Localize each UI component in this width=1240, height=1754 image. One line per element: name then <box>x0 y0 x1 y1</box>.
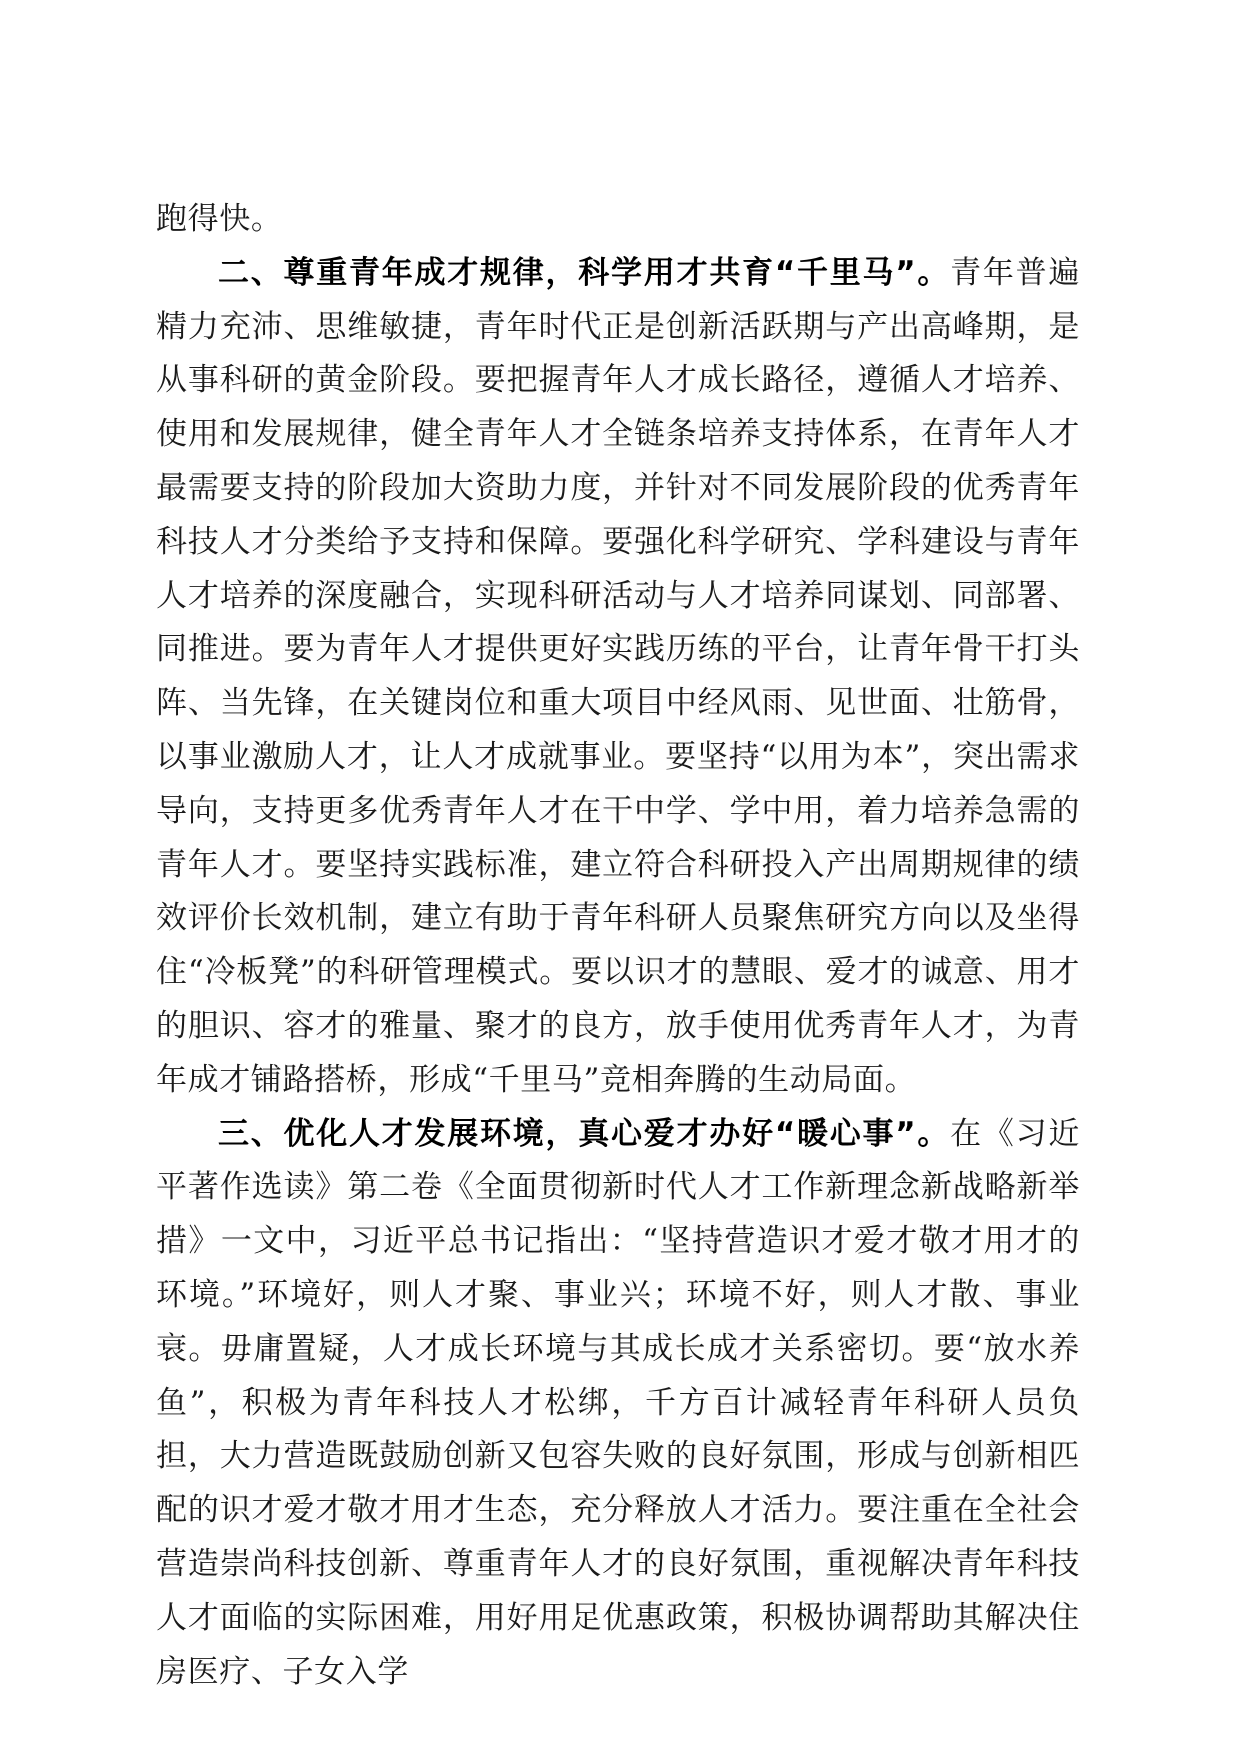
document-page <box>156 193 1080 1699</box>
section-heading-3: 三、优化人才发展环境，真心爱才办好“暖心事”。 <box>218 1115 951 1152</box>
paragraph-body: 青年普遍精力充沛、思维敏捷，青年时代正是创新活跃期与产出高峰期，是从事科研的黄金阶段。要把握青年人才成长路径，遵循人才培养、使用和发展规律，健全青年人才全链条培养支持体系，在青年人才最需要支持的阶段加大资助力度，并针对不同发展阶段的优秀青年科技人才分类给予支持和保障。要强化科学研究、学科建设与青年人才培养的深度融合，实现科研活动与人才培养同谋划、同部署、同推进。要为青年人才提供更好实践历练的平台，让青年骨干打头阵、当先锋，在关键岗位和重大项目中经风雨、见世面、壮筋骨，以事业激励人才，让人才成就事业。要坚持“以用为本”，突出需求导向，支持更多优秀青年人才在干中学、学中用，着力培养急需的青年人才。要坚持实践标准，建立符合科研投入产出周期规律的绩效评价长效机制，建立有助于青年科研人员聚焦研究方向以及坐得住“冷板凳”的科研管理模式。要以识才的慧眼、爱才的诚意、用才的胆识、容才的雅量、聚才的良方，放手使用优秀青年人才，为青年成才铺路搭桥，形成“千里马”竞相奔腾的生动局面。 <box>156 254 1080 1098</box>
section-heading-2: 二、尊重青年成才规律，科学用才共育“千里马”。 <box>218 254 951 291</box>
paragraph-continuation <box>156 193 1080 247</box>
paragraph-body: 跑得快。 <box>156 201 283 237</box>
paragraph-section-3 <box>156 1108 1080 1700</box>
paragraph-section-2 <box>156 247 1080 1108</box>
paragraph-body: 在《习近平著作选读》第二卷《全面贯彻新时代人才工作新理念新战略新举措》一文中，习近平总书记指出：“坚持营造识才爱才敬才用才的环境。”环境好，则人才聚、事业兴；环境不好，则人才散、事业衰。毋庸置疑，人才成长环境与其成长成才关系密切。要“放水养鱼”，积极为青年科技人才松绑，千方百计减轻青年科研人员负担，大力营造既鼓励创新又包容失败的良好氛围，形成与创新相匹配的识才爱才敬才用才生态，充分释放人才活力。要注重在全社会营造崇尚科技创新、尊重青年人才的良好氛围，重视解决青年科技人才面临的实际困难，用好用足优惠政策，积极协调帮助其解决住房医疗、子女入学 <box>156 1115 1080 1690</box>
